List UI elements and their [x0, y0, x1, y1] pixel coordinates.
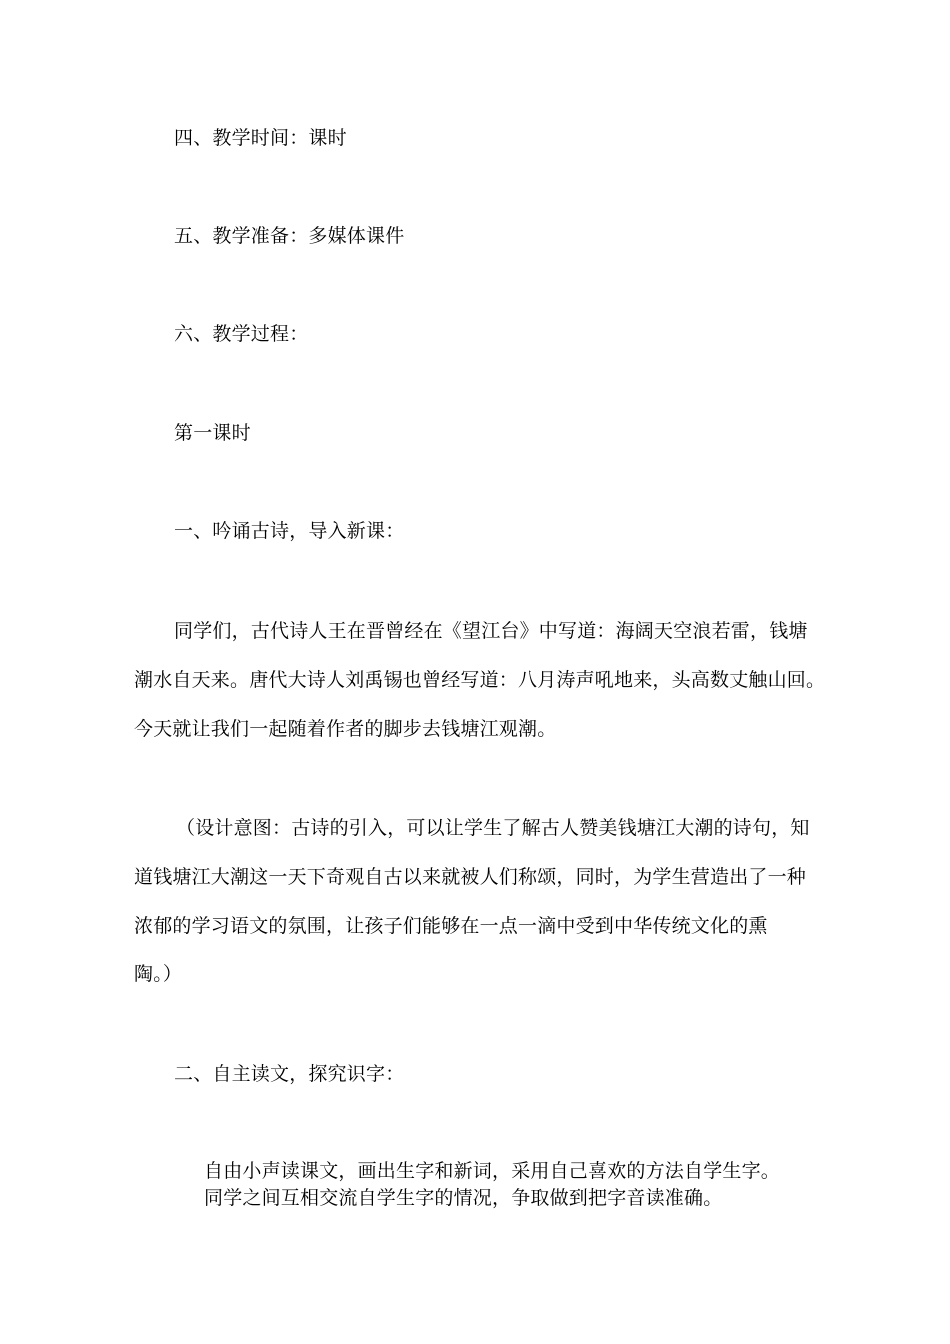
design-note-line-4: 陶。）: [134, 963, 183, 985]
heading-teaching-time: 四、教学时间：课时: [174, 127, 347, 149]
intro-line-2: 潮水自天来。唐代大诗人刘禹锡也曾经写道：八月涛声吼地来，头高数丈触山回。: [134, 669, 826, 691]
design-note-line-1: （设计意图：古诗的引入，可以让学生了解古人赞美钱塘江大潮的诗句，知: [176, 817, 810, 839]
design-note-line-2: 道钱塘江大潮这一天下奇观自古以来就被人们称颂，同时，为学生营造出了一种: [134, 866, 807, 888]
intro-line-1: 同学们，古代诗人王在晋曾经在《望江台》中写道：海阔天空浪若雷，钱塘: [174, 620, 808, 642]
step-one-title: 一、吟诵古诗，导入新课：: [174, 520, 405, 542]
intro-line-3: 今天就让我们一起随着作者的脚步去钱塘江观潮。: [134, 718, 557, 740]
list-item: 同学之间互相交流自学生字的情况，争取做到把字音读准确。: [204, 1187, 723, 1209]
list-item: 自由小声读课文，画出生字和新词，采用自己喜欢的方法自学生字。: [204, 1160, 781, 1182]
heading-teaching-preparation: 五、教学准备：多媒体课件: [174, 225, 405, 247]
step-two-title: 二、自主读文，探究识字：: [174, 1063, 405, 1085]
design-note-line-3: 浓郁的学习语文的氛围，让孩子们能够在一点一滴中受到中华传统文化的熏: [134, 915, 768, 937]
lesson-one-heading: 第一课时: [174, 422, 251, 444]
heading-teaching-process: 六、教学过程：: [174, 323, 309, 345]
